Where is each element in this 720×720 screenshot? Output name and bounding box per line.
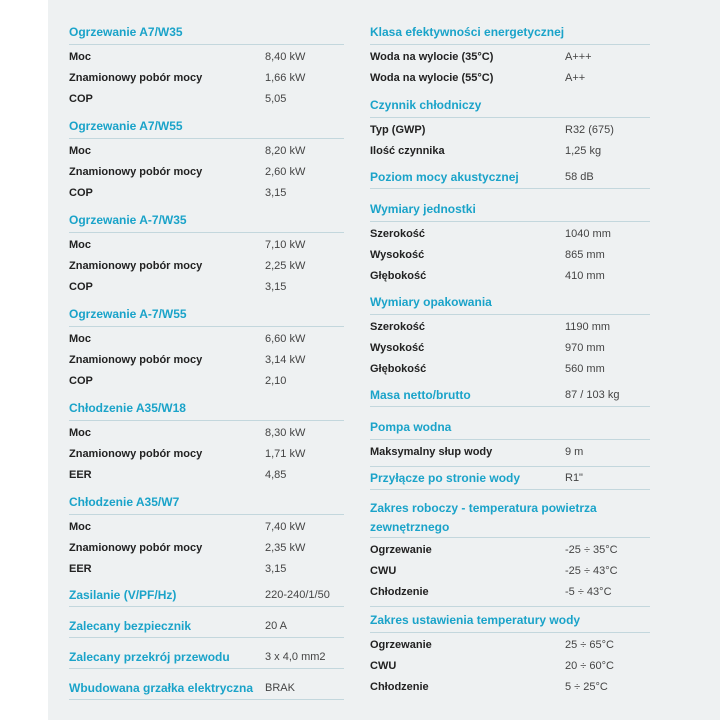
row-value: 2,25 kW — [265, 260, 306, 272]
row-value: 2,10 — [265, 375, 287, 387]
spec-row — [370, 362, 650, 383]
spec-row — [370, 50, 650, 71]
row-label: Ogrzewanie — [370, 639, 432, 651]
row-value: 5 ÷ 25°C — [565, 681, 608, 693]
row-label: Moc — [69, 427, 91, 439]
inline-value: 20 A — [265, 620, 288, 632]
divider — [69, 420, 344, 421]
spec-row — [69, 353, 344, 374]
row-label: EER — [69, 469, 92, 481]
spec-row — [69, 238, 344, 259]
row-value: -25 ÷ 35°C — [565, 544, 618, 556]
spec-row — [370, 144, 650, 165]
spec-row — [69, 541, 344, 562]
row-label: Głębokość — [370, 270, 427, 282]
row-label: CWU — [370, 565, 397, 577]
inline-title: Przyłącze po stronie wody — [370, 471, 521, 485]
spec-row — [370, 564, 650, 585]
row-value: 1040 mm — [565, 228, 611, 240]
section-title: Chłodzenie A35/W18 — [69, 401, 186, 415]
section-title: Zakres roboczy - temperatura powietrza zewnętrznego — [370, 501, 597, 534]
row-value: 7,10 kW — [265, 239, 306, 251]
row-value: 3,15 — [265, 187, 287, 199]
row-label: COP — [69, 375, 93, 387]
row-value: 970 mm — [565, 342, 605, 354]
spec-row — [370, 248, 650, 269]
row-value: 5,05 — [265, 93, 287, 105]
section-title: Chłodzenie A35/W7 — [69, 495, 180, 509]
row-value: 2,60 kW — [265, 166, 306, 178]
row-label: Znamionowy pobór mocy — [69, 448, 203, 460]
divider — [370, 221, 650, 222]
divider — [370, 537, 650, 538]
spec-row — [69, 259, 344, 280]
divider — [370, 606, 650, 607]
spec-row — [69, 71, 344, 92]
spec-row — [370, 638, 650, 659]
inline-spec-row — [370, 166, 650, 189]
section-title: Klasa efektywności energetycznej — [370, 25, 565, 39]
inline-value: 3 x 4,0 mm2 — [265, 651, 326, 663]
spec-row — [69, 520, 344, 541]
spec-row — [69, 426, 344, 447]
row-value: 20 ÷ 60°C — [565, 660, 614, 672]
inline-spec-row — [69, 677, 344, 700]
spec-row — [69, 165, 344, 186]
section-title: Ogrzewanie A-7/W55 — [69, 307, 187, 321]
row-label: Chłodzenie — [370, 586, 429, 598]
spec-row — [69, 447, 344, 468]
spec-row — [370, 680, 650, 701]
row-value: 8,20 kW — [265, 145, 306, 157]
row-value: 8,40 kW — [265, 51, 306, 63]
row-label: Woda na wylocie (55°C) — [370, 72, 494, 84]
row-label: Typ (GWP) — [370, 124, 426, 136]
section-title: Wymiary opakowania — [370, 295, 492, 309]
spec-row — [69, 562, 344, 583]
row-label: Wysokość — [370, 249, 425, 261]
row-label: CWU — [370, 660, 397, 672]
spec-row — [370, 659, 650, 680]
spec-row — [370, 123, 650, 144]
spec-row — [69, 50, 344, 71]
row-value: 25 ÷ 65°C — [565, 639, 614, 651]
spec-row — [69, 186, 344, 207]
inline-value: 220-240/1/50 — [265, 589, 330, 601]
inline-spec-row — [69, 646, 344, 669]
spec-row — [69, 280, 344, 301]
row-value: 2,35 kW — [265, 542, 306, 554]
row-label: Moc — [69, 51, 91, 63]
section-title: Ogrzewanie A7/W35 — [69, 25, 183, 39]
row-label: Znamionowy pobór mocy — [69, 166, 203, 178]
spec-row — [370, 227, 650, 248]
inline-title: Zalecany bezpiecznik — [69, 619, 192, 633]
divider — [370, 117, 650, 118]
section-title: Wymiary jednostki — [370, 202, 476, 216]
inline-spec-row — [69, 584, 344, 607]
inline-value: 87 / 103 kg — [565, 389, 620, 401]
inline-spec-row — [370, 384, 650, 407]
row-value: 1190 mm — [565, 321, 611, 333]
row-label: Moc — [69, 333, 91, 345]
inline-spec-row — [69, 615, 344, 638]
spec-row — [69, 144, 344, 165]
divider — [370, 632, 650, 633]
row-value: R32 (675) — [565, 124, 614, 136]
spec-row — [370, 320, 650, 341]
inline-title: Zasilanie (V/PF/Hz) — [69, 588, 177, 602]
row-label: Szerokość — [370, 321, 426, 333]
row-value: 410 mm — [565, 270, 605, 282]
row-label: COP — [69, 281, 93, 293]
spec-row — [370, 269, 650, 290]
row-label: Znamionowy pobór mocy — [69, 260, 203, 272]
row-label: Znamionowy pobór mocy — [69, 542, 203, 554]
spec-row — [370, 341, 650, 362]
spec-row — [69, 374, 344, 395]
section-title: Czynnik chłodniczy — [370, 98, 482, 112]
row-value: 1,66 kW — [265, 72, 306, 84]
row-label: Maksymalny słup wody — [370, 446, 493, 458]
row-label: Ogrzewanie — [370, 544, 432, 556]
row-value: A+++ — [565, 51, 592, 63]
row-value: 3,15 — [265, 563, 287, 575]
row-value: 3,14 kW — [265, 354, 306, 366]
section-title: Ogrzewanie A7/W55 — [69, 119, 183, 133]
spec-row — [69, 468, 344, 489]
divider — [69, 138, 344, 139]
row-label: COP — [69, 93, 93, 105]
row-value: 4,85 — [265, 469, 287, 481]
row-label: Ilość czynnika — [370, 145, 445, 157]
row-value: A++ — [565, 72, 586, 84]
spec-row — [370, 543, 650, 564]
inline-value: R1" — [565, 472, 583, 484]
divider — [69, 326, 344, 327]
inline-value: 58 dB — [565, 171, 594, 183]
row-value: 6,60 kW — [265, 333, 306, 345]
section-title: Pompa wodna — [370, 420, 452, 434]
row-label: Znamionowy pobór mocy — [69, 72, 203, 84]
row-label: EER — [69, 563, 92, 575]
spec-row — [69, 332, 344, 353]
row-value: 8,30 kW — [265, 427, 306, 439]
row-value: 9 m — [565, 446, 584, 458]
row-value: 1,71 kW — [265, 448, 306, 460]
inline-title: Zalecany przekrój przewodu — [69, 650, 230, 664]
row-label: COP — [69, 187, 93, 199]
spec-row — [370, 71, 650, 92]
row-value: 560 mm — [565, 363, 605, 375]
spec-row — [370, 445, 650, 466]
row-label: Moc — [69, 239, 91, 251]
row-value: 7,40 kW — [265, 521, 306, 533]
section-title: Ogrzewanie A-7/W35 — [69, 213, 187, 227]
row-label: Wysokość — [370, 342, 425, 354]
row-label: Znamionowy pobór mocy — [69, 354, 203, 366]
row-label: Chłodzenie — [370, 681, 429, 693]
divider — [69, 514, 344, 515]
divider — [69, 232, 344, 233]
row-label: Moc — [69, 145, 91, 157]
row-label: Moc — [69, 521, 91, 533]
inline-spec-row — [370, 466, 650, 490]
inline-title: Wbudowana grzałka elektryczna — [69, 681, 254, 695]
row-value: -5 ÷ 43°C — [565, 586, 612, 598]
row-value: 865 mm — [565, 249, 605, 261]
section-title: Zakres ustawienia temperatury wody — [370, 613, 581, 627]
row-label: Szerokość — [370, 228, 426, 240]
divider — [370, 439, 650, 440]
row-value: 1,25 kg — [565, 145, 602, 157]
divider — [370, 44, 650, 45]
divider — [69, 44, 344, 45]
spec-row — [69, 92, 344, 113]
spec-row — [370, 585, 650, 606]
row-value: 3,15 — [265, 281, 287, 293]
inline-value: BRAK — [265, 682, 295, 694]
divider — [370, 314, 650, 315]
inline-title: Poziom mocy akustycznej — [370, 170, 519, 184]
row-label: Woda na wylocie (35°C) — [370, 51, 494, 63]
row-value: -25 ÷ 43°C — [565, 565, 618, 577]
row-label: Głębokość — [370, 363, 427, 375]
inline-title: Masa netto/brutto — [370, 388, 471, 402]
